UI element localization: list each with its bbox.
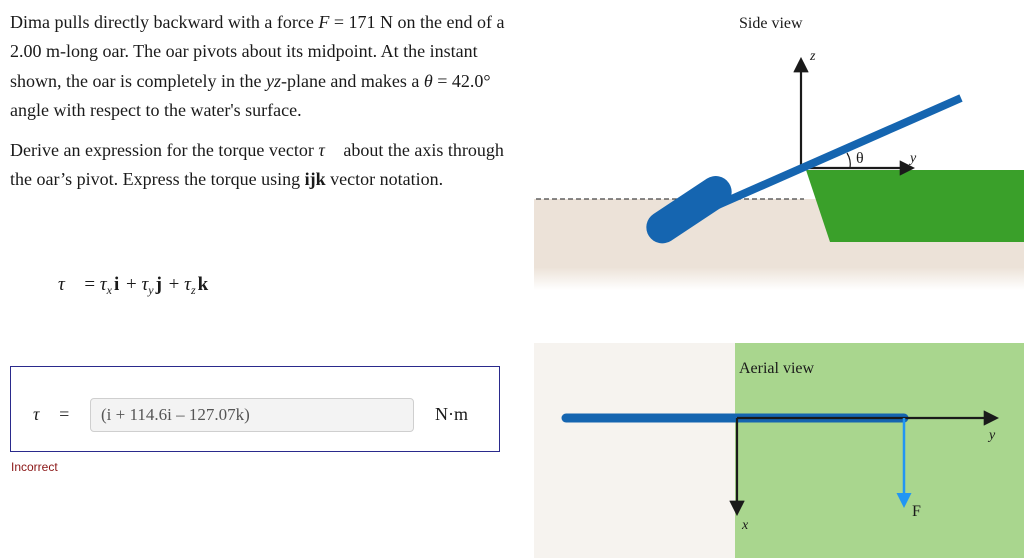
torque-answer-input[interactable]: (i + 114.6i – 127.07k) [90, 398, 414, 432]
problem-text: Derive an expression for the torque vector [10, 139, 319, 160]
problem-text: Dima pulls directly backward with a force [10, 12, 319, 32]
formula-tau-z: τ [184, 274, 191, 295]
problem-paragraph-1 [10, 8, 510, 126]
problem-text: vector notation. [325, 169, 444, 190]
formula-tau-x: τ [99, 274, 107, 295]
force-symbol: F [318, 12, 330, 32]
aerial-y-axis-label: y [989, 428, 996, 443]
formula-plus: + [125, 274, 137, 295]
angle-label: θ [856, 150, 864, 167]
angle-symbol: θ [423, 70, 433, 91]
problem-text: about the axis through the oar’s pivot. Express the torque using [10, 139, 504, 190]
formula-j: j [155, 274, 162, 295]
z-axis-label: z [810, 49, 816, 64]
plane-symbol: yz [265, 70, 281, 91]
force-label: F [912, 503, 921, 520]
boat-hull [806, 170, 1024, 242]
torque-formula [58, 274, 210, 298]
aerial-view-title: Aerial view [739, 360, 815, 377]
problem-paragraph-2 [10, 136, 510, 195]
formula-sub-x: x [106, 283, 112, 297]
problem-text: = 171 N on the end of a 2.00 m-long oar. The oar pivots about its midpoint. At the instant shown, the oar is completely in the [10, 12, 505, 91]
answer-box [10, 366, 500, 452]
formula-i: i [113, 274, 120, 295]
side-view-figure [534, 0, 1024, 290]
problem-text: -plane and makes a [280, 70, 424, 91]
status-incorrect: Incorrect [11, 460, 58, 474]
ijk-notation: ijk [304, 169, 326, 190]
aerial-view-figure [534, 343, 1024, 558]
torque-symbol: τ⃗ [318, 139, 339, 160]
formula-plus: + [168, 274, 180, 295]
formula-tau: τ⃗ [58, 274, 80, 295]
angle-arc [847, 153, 850, 168]
answer-units: N·m [435, 404, 468, 424]
problem-text: = 42.0° angle with respect to the water's surface. [10, 70, 491, 121]
side-view-title: Side view [739, 15, 803, 32]
formula-sub-y: y [148, 283, 154, 297]
problem-statement [10, 8, 510, 194]
aerial-x-axis-label: x [742, 518, 749, 533]
answer-label: τ⃗ = [33, 404, 71, 424]
formula-equals: = [84, 274, 96, 295]
y-axis-label: y [910, 151, 917, 166]
formula-k: k [197, 274, 209, 295]
formula-tau-y: τ [141, 274, 149, 295]
formula-sub-z: z [190, 283, 196, 297]
